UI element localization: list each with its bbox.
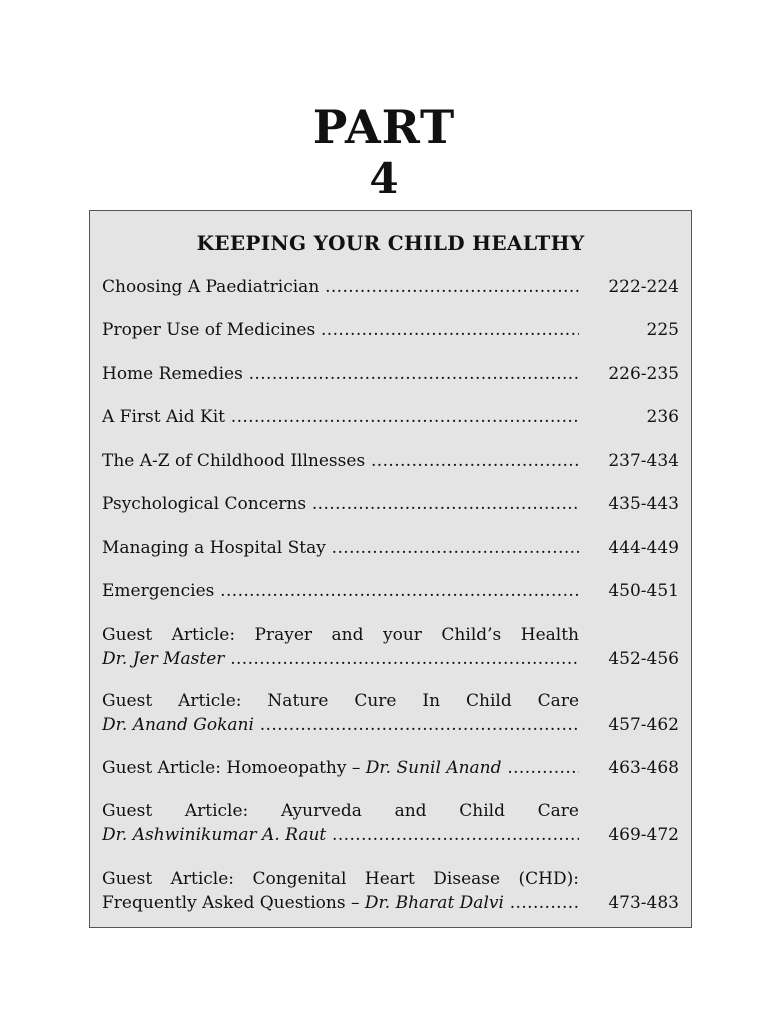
toc-entry-pages: 226-235 bbox=[608, 364, 679, 384]
toc-entry-pages: 444-449 bbox=[608, 538, 679, 558]
toc-entry-pages: 450-451 bbox=[608, 581, 679, 601]
toc-entry-author: Dr. Bharat Dalvi bbox=[364, 893, 504, 913]
toc-entry-title: Guest Article: Nature Cure In Child Care bbox=[102, 691, 579, 711]
toc-entry-title: The A-Z of Childhood Illnesses ..... bbox=[102, 449, 579, 473]
toc-entry-first-aid-kit[interactable] bbox=[102, 405, 679, 429]
table-of-contents-box bbox=[89, 210, 692, 928]
toc-entry-title: Emergencies ..... bbox=[102, 579, 579, 603]
part-label: PART bbox=[312, 100, 456, 154]
toc-entry-author-line bbox=[102, 823, 579, 847]
toc-entry-subtitle-line bbox=[102, 891, 579, 915]
toc-entry-title-line bbox=[102, 756, 579, 780]
toc-entry-author-line bbox=[102, 713, 579, 737]
toc-entry-author: Dr. Ashwinikumar A. Raut bbox=[102, 825, 327, 845]
toc-entry-emergencies[interactable] bbox=[102, 579, 679, 603]
toc-entry-pages: 452-456 bbox=[608, 649, 679, 669]
toc-entry-hospital-stay[interactable] bbox=[102, 536, 679, 560]
toc-entry-medicines[interactable] bbox=[102, 318, 679, 342]
toc-entry-title: Guest Article: Homoeopathy – bbox=[102, 758, 361, 778]
toc-entry-pages: 236 bbox=[646, 407, 679, 427]
toc-entry-pages: 225 bbox=[646, 320, 679, 340]
toc-entry-pages: 469-472 bbox=[608, 825, 679, 845]
toc-entry-title: Guest Article: Congenital Heart Disease (CHD): bbox=[102, 869, 579, 889]
toc-entry-nature-cure[interactable] bbox=[102, 689, 679, 737]
toc-entry-title: Home Remedies ..... bbox=[102, 362, 579, 386]
toc-entry-title: Choosing A Paediatrician ..... bbox=[102, 275, 579, 299]
toc-entry-title: Managing a Hospital Stay ..... bbox=[102, 536, 579, 560]
toc-entry-psychological[interactable] bbox=[102, 492, 679, 516]
toc-title: KEEPING YOUR CHILD HEALTHY bbox=[196, 231, 585, 255]
toc-entry-title: A First Aid Kit ..... bbox=[102, 405, 579, 429]
toc-entry-home-remedies[interactable] bbox=[102, 362, 679, 386]
toc-entry-ayurveda[interactable] bbox=[102, 799, 679, 847]
part-number: 4 bbox=[369, 154, 399, 203]
toc-entry-pages: 237-434 bbox=[608, 451, 679, 471]
toc-entry-title: Psychological Concerns ..... bbox=[102, 492, 579, 516]
toc-entry-title: Proper Use of Medicines ..... bbox=[102, 318, 579, 342]
toc-entry-title: Guest Article: Prayer and your Child’s Health bbox=[102, 625, 579, 645]
toc-entry-chd[interactable] bbox=[102, 867, 679, 915]
toc-entry-pages: 457-462 bbox=[608, 715, 679, 735]
toc-entry-subtitle: Frequently Asked Questions – bbox=[102, 893, 360, 913]
toc-entry-paediatrician[interactable] bbox=[102, 275, 679, 299]
toc-entry-pages: 435-443 bbox=[608, 494, 679, 514]
toc-entry-prayer[interactable] bbox=[102, 623, 679, 671]
toc-entry-title: Guest Article: Ayurveda and Child Care bbox=[102, 801, 579, 821]
toc-entry-author-line bbox=[102, 647, 579, 671]
toc-entry-author: Dr. Sunil Anand bbox=[365, 758, 502, 778]
toc-entry-pages: 463-468 bbox=[608, 758, 679, 778]
toc-entry-homoeopathy[interactable] bbox=[102, 756, 679, 780]
toc-entry-pages: 222-224 bbox=[608, 277, 679, 297]
toc-entry-az-illnesses[interactable] bbox=[102, 449, 679, 473]
toc-entry-author: Dr. Anand Gokani bbox=[102, 715, 254, 735]
toc-entry-author: Dr. Jer Master bbox=[102, 649, 225, 669]
toc-entry-pages: 473-483 bbox=[608, 893, 679, 913]
